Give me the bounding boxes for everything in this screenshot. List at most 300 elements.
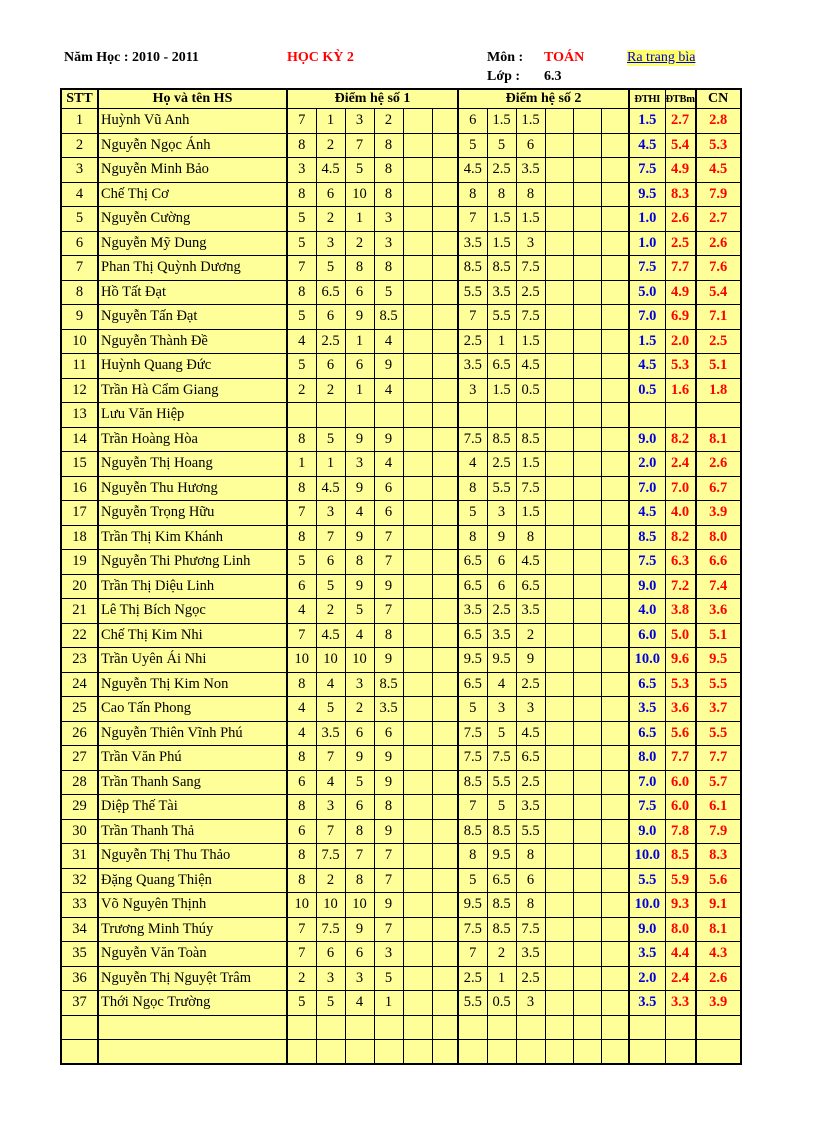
coef1-score-cell[interactable]	[432, 746, 458, 771]
coef2-score-cell[interactable]	[573, 697, 601, 722]
coef1-score-cell[interactable]: 2	[374, 109, 403, 134]
coef2-score-cell[interactable]: 6.5	[458, 550, 487, 575]
coef2-score-cell[interactable]	[601, 207, 629, 232]
coef1-score-cell[interactable]	[432, 207, 458, 232]
student-name-cell[interactable]: Diệp Thế Tài	[98, 795, 287, 820]
coef1-score-cell[interactable]	[403, 623, 432, 648]
coef1-score-cell[interactable]: 2	[316, 599, 345, 624]
year-average-cell[interactable]: 7.6	[696, 256, 741, 281]
coef1-score-cell[interactable]: 4	[345, 991, 374, 1016]
coef2-score-cell[interactable]	[545, 991, 573, 1016]
coef1-score-cell[interactable]: 8	[345, 256, 374, 281]
year-average-cell[interactable]: 5.1	[696, 623, 741, 648]
coef2-score-cell[interactable]: 8.5	[516, 427, 545, 452]
stt-cell[interactable]: 36	[61, 966, 98, 991]
year-average-cell[interactable]: 7.9	[696, 819, 741, 844]
empty-cell[interactable]	[665, 1039, 696, 1064]
coef2-score-cell[interactable]: 8.5	[487, 427, 516, 452]
coef2-score-cell[interactable]	[545, 844, 573, 869]
coef1-score-cell[interactable]	[432, 819, 458, 844]
coef1-score-cell[interactable]	[287, 403, 316, 428]
coef1-score-cell[interactable]: 5	[374, 966, 403, 991]
coef2-score-cell[interactable]: 2.5	[516, 672, 545, 697]
year-average-cell[interactable]: 3.6	[696, 599, 741, 624]
coef1-score-cell[interactable]	[403, 819, 432, 844]
empty-cell[interactable]	[316, 1039, 345, 1064]
stt-cell[interactable]: 11	[61, 354, 98, 379]
coef2-score-cell[interactable]	[545, 819, 573, 844]
coef1-score-cell[interactable]: 1	[316, 452, 345, 477]
coef2-score-cell[interactable]	[545, 795, 573, 820]
coef1-score-cell[interactable]: 5	[287, 354, 316, 379]
coef2-score-cell[interactable]: 3.5	[516, 795, 545, 820]
coef2-score-cell[interactable]	[601, 403, 629, 428]
coef1-score-cell[interactable]	[432, 182, 458, 207]
coef2-score-cell[interactable]: 1.5	[487, 378, 516, 403]
coef1-score-cell[interactable]	[432, 378, 458, 403]
coef2-score-cell[interactable]	[601, 623, 629, 648]
coef2-score-cell[interactable]: 7.5	[516, 917, 545, 942]
coef1-score-cell[interactable]: 5	[287, 231, 316, 256]
coef1-score-cell[interactable]: 9	[374, 746, 403, 771]
coef1-score-cell[interactable]: 8	[345, 550, 374, 575]
coef2-score-cell[interactable]	[545, 550, 573, 575]
coef2-score-cell[interactable]	[545, 721, 573, 746]
exam-score-cell[interactable]: 7.5	[629, 256, 665, 281]
coef1-score-cell[interactable]: 9	[345, 305, 374, 330]
year-average-cell[interactable]: 5.5	[696, 721, 741, 746]
coef2-score-cell[interactable]: 5.5	[487, 305, 516, 330]
coef1-score-cell[interactable]: 8	[287, 133, 316, 158]
coef1-score-cell[interactable]: 3	[345, 109, 374, 134]
coef1-score-cell[interactable]: 6	[374, 476, 403, 501]
exam-score-cell[interactable]: 8.0	[629, 746, 665, 771]
coef1-score-cell[interactable]	[403, 501, 432, 526]
coef2-score-cell[interactable]: 1.5	[516, 329, 545, 354]
coef1-score-cell[interactable]: 8	[374, 182, 403, 207]
coef1-score-cell[interactable]	[403, 746, 432, 771]
coef1-score-cell[interactable]	[403, 182, 432, 207]
coef2-score-cell[interactable]	[458, 403, 487, 428]
coef1-score-cell[interactable]: 8	[287, 672, 316, 697]
coef2-score-cell[interactable]: 4.5	[516, 354, 545, 379]
year-average-cell[interactable]: 5.5	[696, 672, 741, 697]
coef2-score-cell[interactable]	[545, 256, 573, 281]
coef2-score-cell[interactable]	[573, 672, 601, 697]
coef2-score-cell[interactable]: 3.5	[487, 623, 516, 648]
year-average-cell[interactable]: 2.6	[696, 452, 741, 477]
coef1-score-cell[interactable]: 9	[374, 574, 403, 599]
exam-score-cell[interactable]: 10.0	[629, 648, 665, 673]
year-average-cell[interactable]: 6.6	[696, 550, 741, 575]
empty-cell[interactable]	[61, 1039, 98, 1064]
coef1-score-cell[interactable]	[432, 256, 458, 281]
exam-score-cell[interactable]: 6.5	[629, 721, 665, 746]
coef2-score-cell[interactable]	[545, 329, 573, 354]
coef2-score-cell[interactable]: 1	[487, 966, 516, 991]
coef2-score-cell[interactable]: 5	[458, 697, 487, 722]
subject-average-cell[interactable]: 8.0	[665, 917, 696, 942]
empty-cell[interactable]	[629, 1015, 665, 1039]
coef1-score-cell[interactable]: 8	[287, 746, 316, 771]
empty-cell[interactable]	[61, 1015, 98, 1039]
coef1-score-cell[interactable]	[403, 378, 432, 403]
coef2-score-cell[interactable]	[573, 623, 601, 648]
coef1-score-cell[interactable]	[403, 158, 432, 183]
student-name-cell[interactable]: Trần Thanh Thả	[98, 819, 287, 844]
coef1-score-cell[interactable]: 7	[374, 550, 403, 575]
coef1-score-cell[interactable]: 4.5	[316, 158, 345, 183]
coef2-score-cell[interactable]	[573, 648, 601, 673]
coef1-score-cell[interactable]: 8.5	[374, 672, 403, 697]
student-name-cell[interactable]: Nguyễn Thị Thu Thảo	[98, 844, 287, 869]
student-name-cell[interactable]: Trần Thanh Sang	[98, 770, 287, 795]
student-name-cell[interactable]: Nguyễn Minh Bảo	[98, 158, 287, 183]
exam-score-cell[interactable]: 7.0	[629, 305, 665, 330]
empty-cell[interactable]	[516, 1039, 545, 1064]
coef1-score-cell[interactable]	[403, 917, 432, 942]
coef1-score-cell[interactable]	[403, 525, 432, 550]
student-name-cell[interactable]: Huỳnh Quang Đức	[98, 354, 287, 379]
coef2-score-cell[interactable]: 7.5	[458, 917, 487, 942]
exam-score-cell[interactable]: 7.0	[629, 770, 665, 795]
coef1-score-cell[interactable]: 7	[287, 942, 316, 967]
coef1-score-cell[interactable]	[432, 427, 458, 452]
subject-average-cell[interactable]: 7.2	[665, 574, 696, 599]
student-name-cell[interactable]: Lê Thị Bích Ngọc	[98, 599, 287, 624]
subject-average-cell[interactable]: 4.9	[665, 158, 696, 183]
student-name-cell[interactable]: Trương Minh Thúy	[98, 917, 287, 942]
coef1-score-cell[interactable]: 9	[374, 819, 403, 844]
coef1-score-cell[interactable]: 4	[316, 672, 345, 697]
coef1-score-cell[interactable]: 6	[374, 721, 403, 746]
coef1-score-cell[interactable]: 10	[345, 182, 374, 207]
coef1-score-cell[interactable]	[403, 844, 432, 869]
coef2-score-cell[interactable]	[573, 917, 601, 942]
coef2-score-cell[interactable]: 7.5	[458, 427, 487, 452]
subject-average-cell[interactable]: 5.0	[665, 623, 696, 648]
cover-page-link[interactable]: Ra trang bìa	[627, 50, 696, 65]
coef1-score-cell[interactable]: 3	[345, 966, 374, 991]
exam-score-cell[interactable]: 9.0	[629, 574, 665, 599]
subject-average-cell[interactable]: 3.3	[665, 991, 696, 1016]
coef2-score-cell[interactable]	[601, 942, 629, 967]
coef1-score-cell[interactable]: 3	[374, 207, 403, 232]
exam-score-cell[interactable]: 9.0	[629, 427, 665, 452]
exam-score-cell[interactable]: 3.5	[629, 991, 665, 1016]
coef1-score-cell[interactable]: 4	[374, 452, 403, 477]
coef2-score-cell[interactable]: 2.5	[487, 599, 516, 624]
exam-score-cell[interactable]: 4.0	[629, 599, 665, 624]
coef1-score-cell[interactable]: 8	[374, 623, 403, 648]
coef1-score-cell[interactable]: 6	[316, 182, 345, 207]
coef2-score-cell[interactable]: 4.5	[516, 550, 545, 575]
coef1-score-cell[interactable]: 3	[316, 231, 345, 256]
stt-cell[interactable]: 2	[61, 133, 98, 158]
student-name-cell[interactable]: Nguyễn Thiên Vĩnh Phú	[98, 721, 287, 746]
coef1-score-cell[interactable]: 2	[287, 966, 316, 991]
coef1-score-cell[interactable]: 7	[287, 623, 316, 648]
coef1-score-cell[interactable]: 5	[316, 256, 345, 281]
exam-score-cell[interactable]: 4.5	[629, 354, 665, 379]
coef2-score-cell[interactable]: 8	[458, 844, 487, 869]
coef1-score-cell[interactable]	[432, 672, 458, 697]
coef1-score-cell[interactable]: 3.5	[374, 697, 403, 722]
coef2-score-cell[interactable]: 5	[458, 501, 487, 526]
coef1-score-cell[interactable]: 10	[287, 648, 316, 673]
coef2-score-cell[interactable]: 7.5	[516, 256, 545, 281]
subject-average-cell[interactable]: 6.0	[665, 795, 696, 820]
coef1-score-cell[interactable]: 1	[345, 378, 374, 403]
subject-average-cell[interactable]: 5.9	[665, 868, 696, 893]
coef2-score-cell[interactable]	[545, 525, 573, 550]
student-name-cell[interactable]: Hồ Tất Đạt	[98, 280, 287, 305]
coef1-score-cell[interactable]	[403, 697, 432, 722]
coef2-score-cell[interactable]: 8	[487, 182, 516, 207]
coef2-score-cell[interactable]	[573, 476, 601, 501]
stt-cell[interactable]: 20	[61, 574, 98, 599]
year-average-cell[interactable]: 2.6	[696, 231, 741, 256]
coef1-score-cell[interactable]	[403, 942, 432, 967]
empty-cell[interactable]	[458, 1039, 487, 1064]
stt-cell[interactable]: 22	[61, 623, 98, 648]
coef2-score-cell[interactable]	[545, 207, 573, 232]
exam-score-cell[interactable]: 7.0	[629, 476, 665, 501]
coef2-score-cell[interactable]	[545, 403, 573, 428]
coef1-score-cell[interactable]: 9	[374, 770, 403, 795]
year-average-cell[interactable]: 4.3	[696, 942, 741, 967]
subject-average-cell[interactable]: 9.3	[665, 893, 696, 918]
coef1-score-cell[interactable]	[432, 623, 458, 648]
empty-cell[interactable]	[696, 1039, 741, 1064]
coef1-score-cell[interactable]: 9	[374, 648, 403, 673]
student-name-cell[interactable]: Nguyễn Thành Đề	[98, 329, 287, 354]
coef1-score-cell[interactable]: 7	[374, 917, 403, 942]
exam-score-cell[interactable]: 7.5	[629, 550, 665, 575]
subject-average-cell[interactable]	[665, 403, 696, 428]
coef1-score-cell[interactable]: 4	[374, 329, 403, 354]
exam-score-cell[interactable]: 7.5	[629, 158, 665, 183]
coef1-score-cell[interactable]: 8	[287, 280, 316, 305]
year-average-cell[interactable]: 9.5	[696, 648, 741, 673]
coef1-score-cell[interactable]: 9	[345, 746, 374, 771]
coef1-score-cell[interactable]	[432, 476, 458, 501]
coef2-score-cell[interactable]	[573, 305, 601, 330]
subject-average-cell[interactable]: 8.2	[665, 525, 696, 550]
year-average-cell[interactable]: 7.9	[696, 182, 741, 207]
coef2-score-cell[interactable]: 3	[458, 378, 487, 403]
coef1-score-cell[interactable]: 3	[316, 966, 345, 991]
coef2-score-cell[interactable]	[573, 231, 601, 256]
stt-cell[interactable]: 13	[61, 403, 98, 428]
coef2-score-cell[interactable]	[545, 746, 573, 771]
coef1-score-cell[interactable]: 8	[287, 844, 316, 869]
coef2-score-cell[interactable]	[545, 280, 573, 305]
coef2-score-cell[interactable]: 7.5	[458, 721, 487, 746]
coef1-score-cell[interactable]: 5	[345, 158, 374, 183]
stt-cell[interactable]: 6	[61, 231, 98, 256]
coef2-score-cell[interactable]	[601, 917, 629, 942]
coef1-score-cell[interactable]: 9	[374, 427, 403, 452]
coef2-score-cell[interactable]	[601, 452, 629, 477]
coef2-score-cell[interactable]	[545, 942, 573, 967]
coef2-score-cell[interactable]	[573, 550, 601, 575]
coef2-score-cell[interactable]: 1	[487, 329, 516, 354]
coef2-score-cell[interactable]	[601, 231, 629, 256]
coef1-score-cell[interactable]: 1	[345, 329, 374, 354]
coef1-score-cell[interactable]	[432, 109, 458, 134]
coef2-score-cell[interactable]: 5.5	[487, 476, 516, 501]
coef2-score-cell[interactable]: 7	[458, 942, 487, 967]
coef2-score-cell[interactable]: 3	[516, 991, 545, 1016]
coef2-score-cell[interactable]	[601, 648, 629, 673]
coef1-score-cell[interactable]: 2.5	[316, 329, 345, 354]
exam-score-cell[interactable]: 4.5	[629, 501, 665, 526]
coef2-score-cell[interactable]	[573, 256, 601, 281]
coef1-score-cell[interactable]	[345, 403, 374, 428]
coef1-score-cell[interactable]	[432, 133, 458, 158]
exam-score-cell[interactable]: 9.0	[629, 917, 665, 942]
year-average-cell[interactable]: 5.7	[696, 770, 741, 795]
coef2-score-cell[interactable]: 8	[516, 525, 545, 550]
subject-average-cell[interactable]: 3.8	[665, 599, 696, 624]
year-average-cell[interactable]: 2.6	[696, 966, 741, 991]
empty-cell[interactable]	[345, 1039, 374, 1064]
coef1-score-cell[interactable]: 5	[345, 770, 374, 795]
stt-cell[interactable]: 8	[61, 280, 98, 305]
coef1-score-cell[interactable]	[403, 721, 432, 746]
year-average-cell[interactable]: 8.0	[696, 525, 741, 550]
coef2-score-cell[interactable]: 7	[458, 305, 487, 330]
coef1-score-cell[interactable]	[432, 844, 458, 869]
coef1-score-cell[interactable]: 6	[345, 942, 374, 967]
coef2-score-cell[interactable]: 7.5	[516, 476, 545, 501]
coef1-score-cell[interactable]: 6	[316, 305, 345, 330]
coef1-score-cell[interactable]: 7	[287, 501, 316, 526]
coef2-score-cell[interactable]: 8	[458, 476, 487, 501]
coef2-score-cell[interactable]: 8.5	[487, 256, 516, 281]
coef2-score-cell[interactable]: 1.5	[487, 207, 516, 232]
empty-cell[interactable]	[316, 1015, 345, 1039]
year-average-cell[interactable]: 1.8	[696, 378, 741, 403]
subject-average-cell[interactable]: 7.8	[665, 819, 696, 844]
coef1-score-cell[interactable]	[432, 795, 458, 820]
coef2-score-cell[interactable]: 2.5	[458, 329, 487, 354]
coef2-score-cell[interactable]	[573, 966, 601, 991]
coef1-score-cell[interactable]: 6	[287, 770, 316, 795]
coef2-score-cell[interactable]	[573, 795, 601, 820]
exam-score-cell[interactable]: 8.5	[629, 525, 665, 550]
subject-average-cell[interactable]: 2.4	[665, 966, 696, 991]
coef1-score-cell[interactable]: 2	[316, 378, 345, 403]
coef1-score-cell[interactable]	[432, 525, 458, 550]
year-average-cell[interactable]: 8.1	[696, 917, 741, 942]
stt-cell[interactable]: 16	[61, 476, 98, 501]
stt-cell[interactable]: 3	[61, 158, 98, 183]
coef2-score-cell[interactable]	[545, 770, 573, 795]
coef2-score-cell[interactable]: 3	[487, 501, 516, 526]
subject-average-cell[interactable]: 7.7	[665, 256, 696, 281]
coef1-score-cell[interactable]	[403, 354, 432, 379]
student-name-cell[interactable]: Nguyễn Văn Toàn	[98, 942, 287, 967]
coef1-score-cell[interactable]	[432, 158, 458, 183]
exam-score-cell[interactable]: 10.0	[629, 844, 665, 869]
coef1-score-cell[interactable]: 6	[345, 354, 374, 379]
student-name-cell[interactable]: Huỳnh Vũ Anh	[98, 109, 287, 134]
coef2-score-cell[interactable]	[601, 819, 629, 844]
coef1-score-cell[interactable]	[403, 991, 432, 1016]
empty-cell[interactable]	[287, 1039, 316, 1064]
year-average-cell[interactable]: 9.1	[696, 893, 741, 918]
stt-cell[interactable]: 21	[61, 599, 98, 624]
year-average-cell[interactable]: 8.1	[696, 427, 741, 452]
coef1-score-cell[interactable]: 7.5	[316, 844, 345, 869]
year-average-cell[interactable]: 2.8	[696, 109, 741, 134]
student-name-cell[interactable]: Nguyễn Thu Hương	[98, 476, 287, 501]
coef1-score-cell[interactable]	[403, 427, 432, 452]
coef1-score-cell[interactable]	[403, 452, 432, 477]
subject-average-cell[interactable]: 1.6	[665, 378, 696, 403]
student-name-cell[interactable]: Nguyễn Thị Nguyệt Trâm	[98, 966, 287, 991]
coef1-score-cell[interactable]: 4	[345, 623, 374, 648]
student-name-cell[interactable]: Phan Thị Quỳnh Dương	[98, 256, 287, 281]
subject-average-cell[interactable]: 5.4	[665, 133, 696, 158]
student-name-cell[interactable]: Nguyễn Thị Kim Non	[98, 672, 287, 697]
coef1-score-cell[interactable]: 5	[287, 991, 316, 1016]
stt-cell[interactable]: 34	[61, 917, 98, 942]
coef2-score-cell[interactable]: 2	[487, 942, 516, 967]
empty-cell[interactable]	[98, 1039, 287, 1064]
coef1-score-cell[interactable]: 2	[316, 207, 345, 232]
coef1-score-cell[interactable]: 7	[287, 256, 316, 281]
coef1-score-cell[interactable]: 3	[374, 231, 403, 256]
stt-cell[interactable]: 18	[61, 525, 98, 550]
coef2-score-cell[interactable]: 3.5	[516, 942, 545, 967]
coef2-score-cell[interactable]	[573, 207, 601, 232]
coef2-score-cell[interactable]: 6	[458, 109, 487, 134]
coef2-score-cell[interactable]	[516, 403, 545, 428]
coef1-score-cell[interactable]: 3.5	[316, 721, 345, 746]
coef2-score-cell[interactable]	[573, 844, 601, 869]
coef2-score-cell[interactable]	[601, 844, 629, 869]
coef1-score-cell[interactable]: 3	[374, 942, 403, 967]
coef2-score-cell[interactable]	[573, 329, 601, 354]
coef2-score-cell[interactable]: 8.5	[487, 917, 516, 942]
coef2-score-cell[interactable]: 6.5	[487, 354, 516, 379]
coef1-score-cell[interactable]: 5	[345, 599, 374, 624]
coef1-score-cell[interactable]: 4	[316, 770, 345, 795]
coef2-score-cell[interactable]: 3.5	[458, 354, 487, 379]
coef2-score-cell[interactable]	[601, 966, 629, 991]
coef2-score-cell[interactable]: 9.5	[487, 844, 516, 869]
coef2-score-cell[interactable]: 1.5	[487, 231, 516, 256]
coef2-score-cell[interactable]: 3	[487, 697, 516, 722]
student-name-cell[interactable]: Đặng Quang Thiện	[98, 868, 287, 893]
coef2-score-cell[interactable]: 5	[458, 133, 487, 158]
year-average-cell[interactable]: 5.3	[696, 133, 741, 158]
empty-cell[interactable]	[432, 1039, 458, 1064]
stt-cell[interactable]: 19	[61, 550, 98, 575]
coef1-score-cell[interactable]	[432, 403, 458, 428]
coef2-score-cell[interactable]	[601, 746, 629, 771]
exam-score-cell[interactable]: 3.5	[629, 942, 665, 967]
coef2-score-cell[interactable]: 7	[458, 795, 487, 820]
student-name-cell[interactable]: Nguyễn Ngọc Ánh	[98, 133, 287, 158]
coef1-score-cell[interactable]	[432, 305, 458, 330]
coef1-score-cell[interactable]: 4	[345, 501, 374, 526]
coef1-score-cell[interactable]: 2	[287, 378, 316, 403]
coef2-score-cell[interactable]	[545, 158, 573, 183]
